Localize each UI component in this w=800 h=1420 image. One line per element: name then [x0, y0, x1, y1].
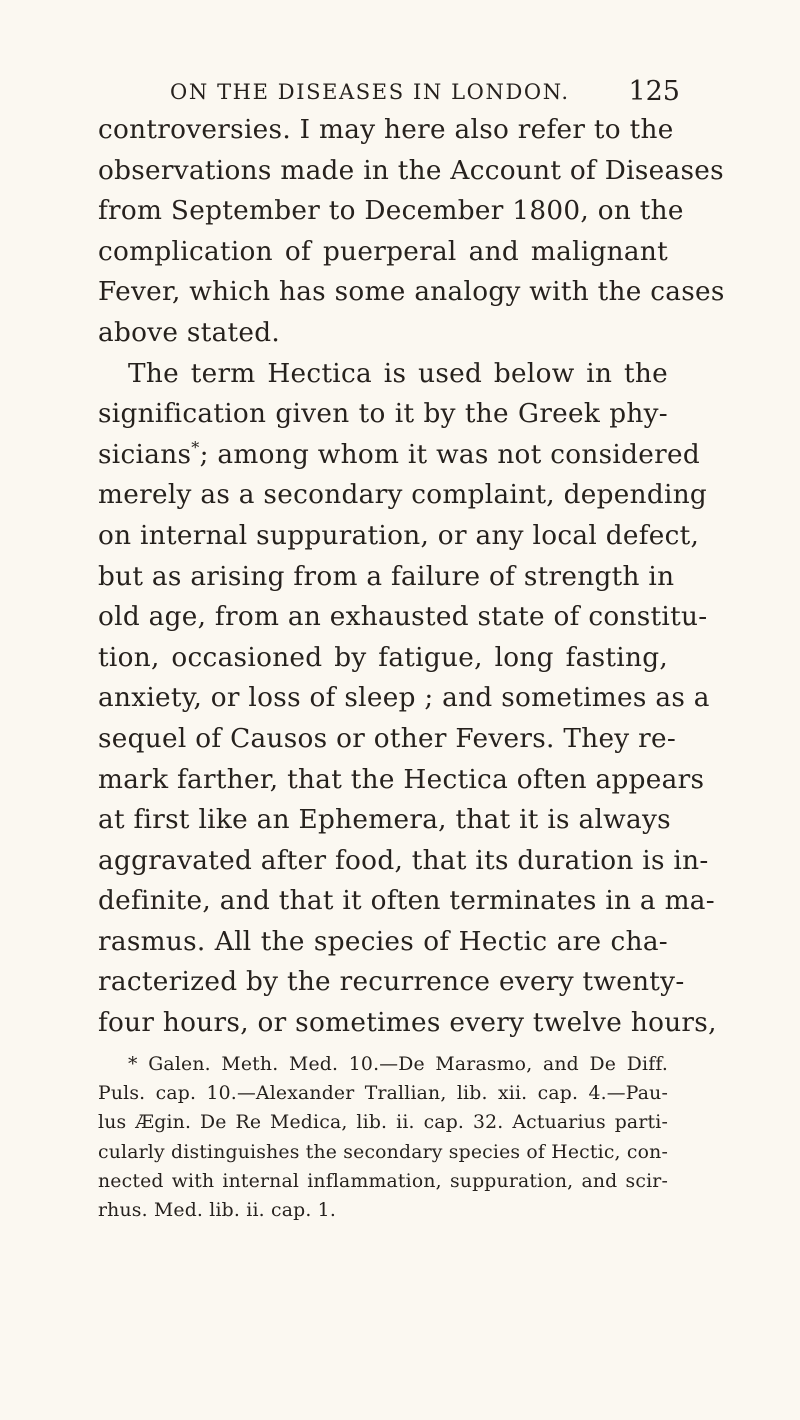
body-text	[98, 110, 725, 1044]
footnote-line: lus Ægin. De Re Medica, lib. ii. cap. 32. Actuarius parti-	[98, 1112, 668, 1134]
text-line: observations made in the Account of Diseases	[98, 155, 724, 186]
text-line: at first like an Ephemera, that it is always	[98, 805, 671, 836]
text-line: four hours, or sometimes every twelve hours,	[98, 1008, 717, 1039]
footnote-line: nected with internal inflammation, suppuration, and scir-	[98, 1170, 668, 1192]
text-line: anxiety, or loss of sleep ; and sometimes as a	[98, 683, 710, 714]
text-line: signification given to it by the Greek phy-	[98, 399, 668, 430]
text-line: complication of puerperal and malignant	[98, 236, 668, 267]
text-fragment: ; among whom it was not considered	[199, 439, 700, 470]
running-head-title: ON THE DISEASES IN LONDON.	[170, 80, 570, 104]
text-line: The term Hectica is used below in the	[128, 358, 668, 389]
page-number: 125	[628, 76, 680, 107]
text-line-with-footnote-ref	[98, 435, 700, 476]
footnote-line: rhus. Med. lib. ii. cap. 1.	[98, 1200, 336, 1222]
text-line: racterized by the recurrence every twenty-	[98, 967, 685, 998]
text-line: tion, occasioned by fatigue, long fasting,	[98, 642, 668, 673]
text-line: Fever, which has some analogy with the cases	[98, 277, 725, 308]
text-line: above stated.	[98, 317, 281, 348]
text-line: but as arising from a failure of strength in	[98, 561, 675, 592]
text-line: controversies. I may here also refer to the	[98, 115, 674, 145]
text-line: mark farther, that the Hectica often appears	[98, 764, 705, 795]
text-line: old age, from an exhausted state of constitu-	[98, 602, 708, 633]
text-line: on internal suppuration, or any local defect,	[98, 520, 700, 551]
text-line: from September to December 1800, on the	[98, 196, 684, 227]
footnote-marker: *	[191, 437, 200, 457]
text-word: sicians	[98, 439, 192, 470]
text-line: aggravated after food, that its duration is in-	[98, 845, 709, 876]
footnote-line: Puls. cap. 10.—Alexander Trallian, lib. xii. cap. 4.—Pau-	[98, 1083, 668, 1105]
footnote-line: * Galen. Meth. Med. 10.—De Marasmo, and De Diff.	[128, 1054, 668, 1075]
text-line: definite, and that it often terminates in a ma-	[98, 886, 715, 917]
footnote	[98, 1050, 668, 1225]
text-line: sequel of Causos or other Fevers. They re-	[98, 723, 677, 754]
text-line: merely as a secondary complaint, depending	[98, 480, 708, 511]
footnote-line: cularly distinguishes the secondary species of Hectic, con-	[98, 1141, 668, 1163]
text-line: rasmus. All the species of Hectic are cha-	[98, 926, 668, 957]
